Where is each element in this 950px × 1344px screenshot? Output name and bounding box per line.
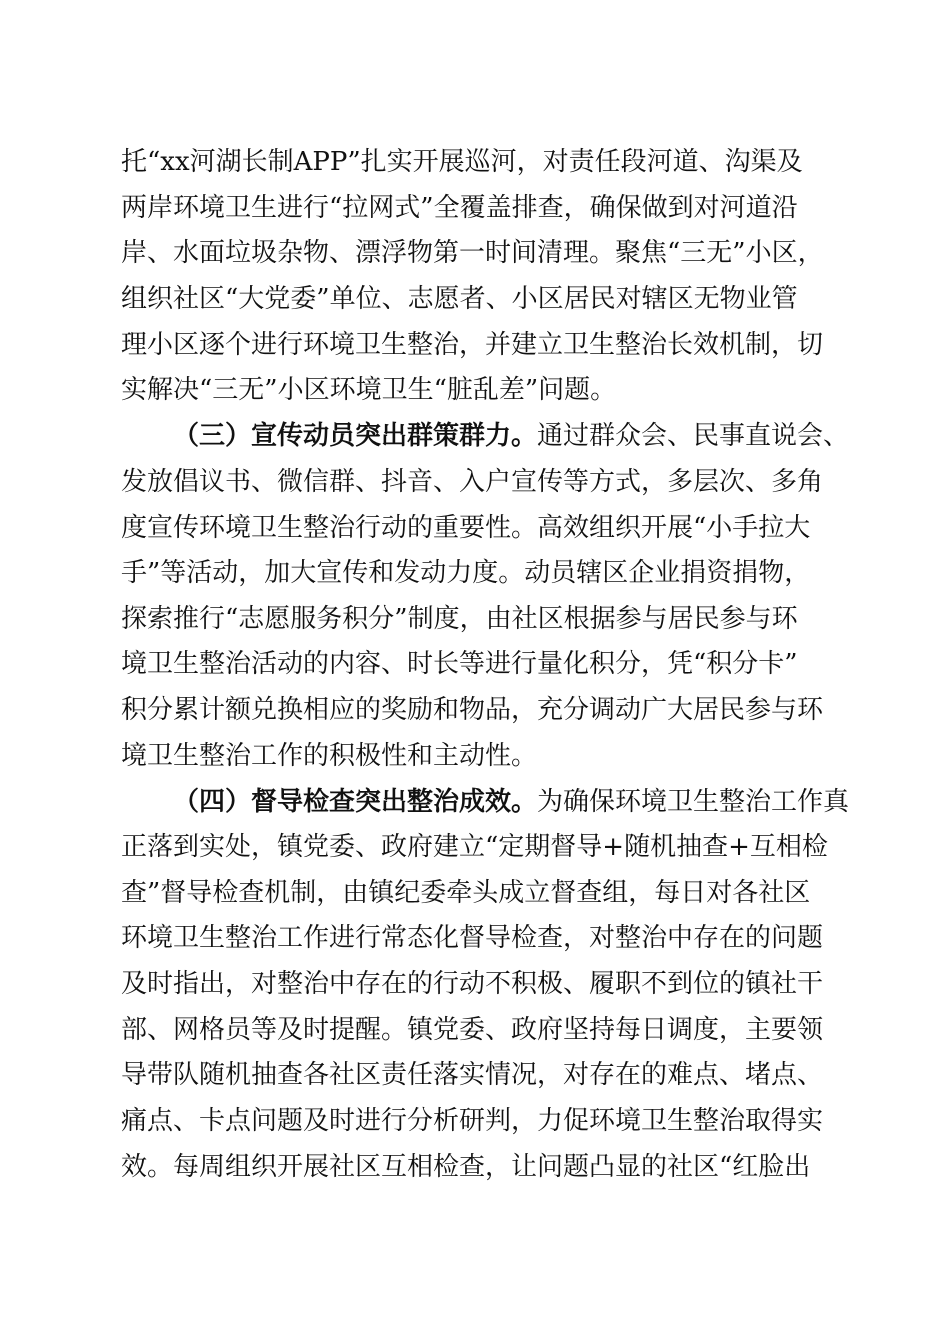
text-line: 两岸环境卫生进行“拉网式”全覆盖排查，确保做到对河道沿 (121, 193, 798, 223)
text-line: 组织社区“大党委”单位、志愿者、小区居民对辖区无物业管 (121, 284, 798, 314)
text-line: 岸、水面垃圾杂物、漂浮物第一时间清理。聚焦“三无”小区， (121, 238, 824, 268)
text-line (121, 416, 883, 456)
text-line: 正落到实处，镇党委、政府建立“定期督导+随机抽查+互相检 (121, 832, 828, 862)
text-line: 境卫生整治工作的积极性和主动性。 (121, 741, 538, 771)
text-line: 探索推行“志愿服务积分”制度，由社区根据参与居民参与环 (121, 604, 798, 634)
text-line: 及时指出，对整治中存在的行动不积极、履职不到位的镇社干 (121, 969, 824, 999)
text-line: 痛点、卡点问题及时进行分析研判，力促环境卫生整治取得实 (121, 1106, 824, 1136)
section-heading-four: （四）督导检查突出整治成效。 (173, 787, 538, 817)
text-line: 托“xx河湖长制APP”扎实开展巡河，对责任段河道、沟渠及 (121, 147, 803, 177)
text-line (121, 782, 883, 822)
text-line: 理小区逐个进行环境卫生整治，并建立卫生整治长效机制，切 (121, 330, 824, 360)
text-line: 度宣传环境卫生整治行动的重要性。高效组织开展“小手拉大 (121, 513, 811, 543)
text-run: 通过群众会、民事直说会、 (537, 421, 850, 451)
text-run: 为确保环境卫生整治工作真 (537, 787, 850, 817)
text-line: 部、网格员等及时提醒。镇党委、政府坚持每日调度，主要领 (121, 1015, 824, 1045)
text-line: 发放倡议书、微信群、抖音、入户宣传等方式，多层次、多角 (121, 467, 824, 497)
section-heading-three: （三）宣传动员突出群策群力。 (173, 421, 538, 451)
text-line: 环境卫生整治工作进行常态化督导检查，对整治中存在的问题 (121, 923, 824, 953)
text-line: 导带队随机抽查各社区责任落实情况，对存在的难点、堵点、 (121, 1060, 824, 1090)
text-line: 实解决“三无”小区环境卫生“脏乱差”问题。 (121, 375, 617, 405)
text-line: 查”督导检查机制，由镇纪委牵头成立督查组，每日对各社区 (121, 878, 811, 908)
text-line: 手”等活动，加大宣传和发动力度。动员辖区企业捐资捐物， (121, 558, 811, 588)
text-line: 积分累计额兑换相应的奖励和物品，充分调动广大居民参与环 (121, 695, 824, 725)
text-line: 境卫生整治活动的内容、时长等进行量化积分，凭“积分卡” (121, 649, 798, 679)
text-line: 效。每周组织开展社区互相检查，让问题凸显的社区“红脸出 (121, 1152, 811, 1182)
